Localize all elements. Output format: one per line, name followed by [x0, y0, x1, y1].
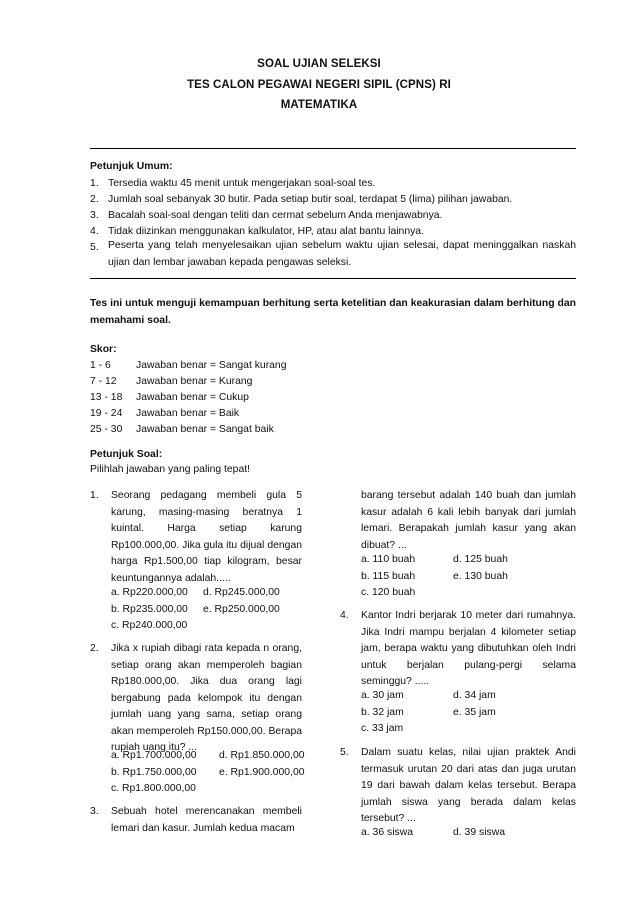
instruction-number: 2. [90, 194, 99, 205]
option-e: e. 35 jam [453, 706, 496, 718]
instruction-item: Bacalah soal-soal dengan teliti dan cermat sebelum Anda menjawabnya. [108, 210, 443, 221]
question-instructions-text: Pilihlah jawaban yang paling tepat! [90, 464, 251, 475]
option-c: c. Rp1.800.000,00 [111, 783, 196, 794]
instruction-number: 3. [90, 210, 99, 221]
score-row [90, 407, 239, 421]
question-number: 5. [340, 747, 349, 758]
divider-top [90, 148, 576, 149]
question-5-options [361, 825, 505, 842]
question-text: Dalam suatu kelas, nilai ujian praktek Andi termasuk urutan 20 dari atas dan juga urutan 19 dari bawah dalam kelas tersebut. Berapa jumlah siswa yang berada dalam kelas tersebut? ... [361, 747, 576, 824]
score-range: 1 - 6 [90, 360, 111, 371]
doc-title-line1: SOAL UJIAN SELEKSI [257, 58, 381, 70]
score-row [90, 359, 287, 373]
test-purpose: Tes ini untuk menguji kemampuan berhitung serta ketelitian dan keakurasian dalam berhitung dan memahami soal. [90, 298, 576, 326]
option-b: b. Rp235.000,00 [111, 603, 188, 615]
option-a: a. Rp220.000,00 [111, 587, 188, 598]
question-text: Seorang pedagang membeli gula 5 karung, masing-masing beratnya 1 kuintal. Harga setiap karung Rp100.000,00. Jika gula itu dijual dengan harga Rp1.500,00 tiap kilogram, besar keuntungannya adalah..... [111, 490, 302, 584]
question-number: 4. [340, 610, 349, 621]
doc-title-line3: MATEMATIKA [280, 99, 358, 111]
option-e: e. 130 buah [453, 570, 508, 582]
option-c: c. Rp240.000,00 [111, 620, 188, 631]
option-a: a. 30 jam [361, 690, 404, 701]
doc-title-line2: TES CALON PEGAWAI NEGERI SIPIL (CPNS) RI [187, 79, 451, 91]
instruction-item: Tidak diizinkan menggunakan kalkulator, HP, atau alat bantu lainnya. [108, 226, 424, 237]
option-d: d. Rp1.850.000,00 [219, 750, 305, 761]
question-3-options [361, 552, 508, 602]
option-a: a. Rp1.700.000,00 [111, 750, 197, 761]
option-b: b. 32 jam [361, 706, 404, 718]
instruction-number: 5. [90, 242, 99, 253]
instruction-item: Tersedia waktu 45 menit untuk mengerjakan soal-soal tes. [108, 178, 376, 189]
instruction-number: 4. [90, 226, 99, 237]
question-number: 1. [90, 490, 99, 501]
question-text: barang tersebut adalah 140 buah dan jumlah kasur adalah 6 kali lebih banyak dari jumlah lemari. Berapakah jumlah kasur yang akan dibuat? ... [361, 490, 576, 551]
score-range: 19 - 24 [90, 408, 123, 419]
option-a: a. 110 buah [361, 554, 416, 565]
option-e: e. Rp250.000,00 [203, 603, 280, 615]
score-label: Jawaban benar = Baik [136, 408, 240, 419]
option-a: a. 36 siswa [361, 827, 413, 838]
question-1-options [111, 585, 280, 635]
instruction-item: Peserta yang telah menyelesaikan ujian sebelum waktu ujian selesai, dapat meninggalkan naskah ujian dan lembar jawaban kepada pengawas seleksi. [108, 240, 576, 268]
question-text: Kantor Indri berjarak 10 meter dari rumahnya. Jika Indri mampu berjalan 4 kilometer setiap jam, berapa waktu yang dibutuhkan oleh Indri untuk berjalan pulang-pergi selama seminggu? ..... [361, 610, 576, 687]
score-label: Jawaban benar = Kurang [136, 376, 253, 387]
question-text: Sebuah hotel merencanakan membeli lemari dan kasur. Jumlah kedua macam [111, 806, 302, 834]
option-d: d. 125 buah [453, 554, 508, 565]
question-4-options [361, 688, 496, 738]
option-e: e. Rp1.900.000,00 [219, 766, 305, 778]
score-label: Jawaban benar = Cukup [136, 392, 249, 403]
option-c: c. 120 buah [361, 587, 416, 598]
score-row [90, 375, 252, 389]
option-d: d. 39 siswa [453, 827, 505, 838]
question-2-options [111, 748, 305, 798]
score-row [90, 423, 274, 437]
score-range: 25 - 30 [90, 424, 123, 435]
score-label: Jawaban benar = Sangat baik [136, 424, 274, 435]
instruction-item: Jumlah soal sebanyak 30 butir. Pada setiap butir soal, terdapat 5 (lima) pilihan jawaban. [108, 194, 513, 205]
divider-bottom [90, 278, 576, 279]
option-b: b. 115 buah [361, 570, 416, 582]
question-instructions-title: Petunjuk Soal: [90, 449, 163, 460]
option-c: c. 33 jam [361, 723, 404, 734]
score-title: Skor: [90, 344, 117, 355]
score-label: Jawaban benar = Sangat kurang [136, 360, 287, 371]
score-row [90, 391, 249, 405]
question-text: Jika x rupiah dibagi rata kepada n orang, setiap orang akan memperoleh bagian Rp180.000,00. Jika dua orang lagi bergabung pada kelompok itu dengan jumlah uang yang sama, setiap orang akan memperoleh Rp150.000,00. Berapa rupiah uang itu? ... [111, 643, 302, 753]
general-instructions-title: Petunjuk Umum: [90, 161, 173, 172]
question-number: 3. [90, 806, 99, 817]
question-number: 2. [90, 643, 99, 654]
option-d: d. Rp245.000,00 [203, 587, 280, 598]
instruction-number: 1. [90, 178, 99, 189]
score-range: 13 - 18 [90, 392, 123, 403]
score-range: 7 - 12 [90, 376, 117, 387]
option-d: d. 34 jam [453, 690, 496, 701]
option-b: b. Rp1.750.000,00 [111, 766, 197, 778]
